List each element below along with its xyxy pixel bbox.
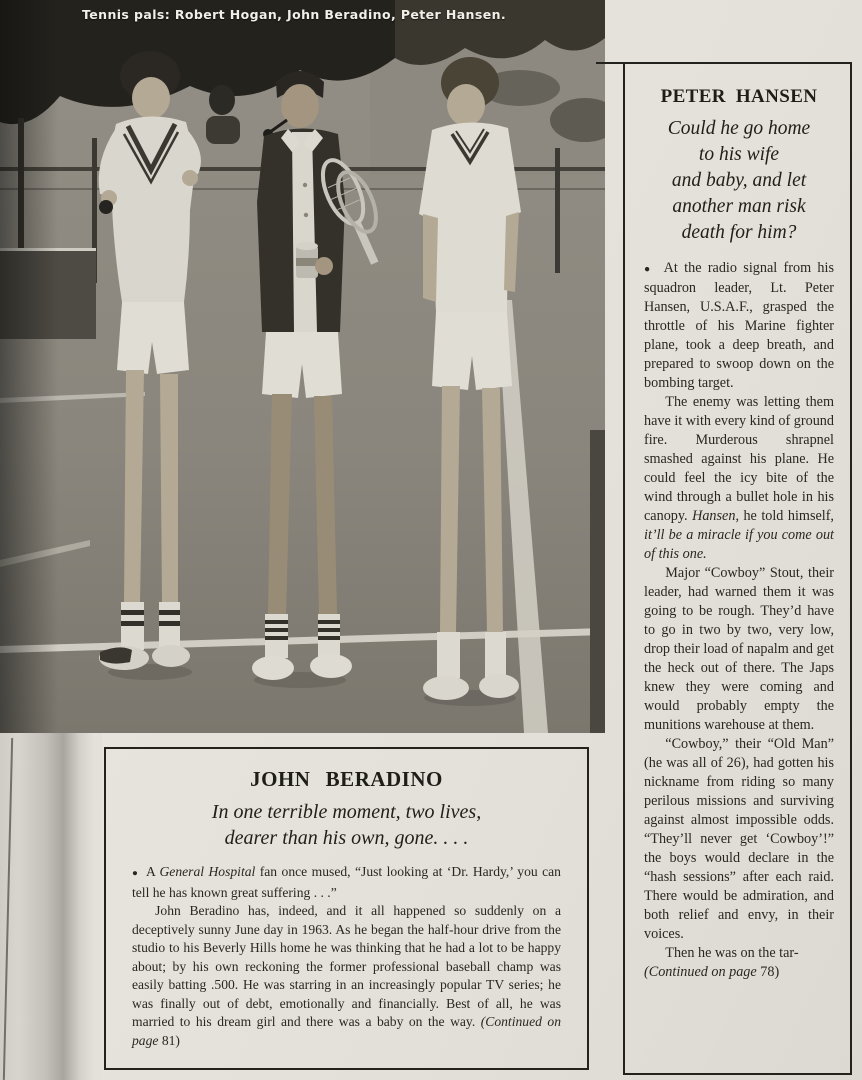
- beradino-deck: In one terrible moment, two lives, dearer than his own, gone. . . .: [211, 801, 482, 849]
- hansen-paragraph: The enemy was letting them have it with every kind of ground fire. Murderous shrapnel smashed against his plane. He could feel the icy bite of the wind through a bullet hole in his canopy. Hansen, he told himself, it’ll be a miracle if you come out of this one.: [644, 394, 834, 562]
- hansen-continued-note: (Continued on page 78): [644, 964, 780, 980]
- beradino-paragraph: ● A General Hospital fan once mused, “Just looking at ‘Dr. Hardy,’ you can tell he has known great suffering . . .”: [132, 864, 561, 900]
- photo-caption: Tennis pals: Robert Hogan, John Beradino, Peter Hansen.: [82, 7, 507, 22]
- beradino-body: [132, 863, 561, 1050]
- hansen-paragraph: Major “Cowboy” Stout, their leader, had warned them it was going to be rough. They’d have to go in two by two, very low, drop their load of napalm and get the heck out of there. The Japs knew they were coming and would probably empty the munitions warehouse at them.: [644, 565, 834, 733]
- tennis-photo: [0, 0, 605, 733]
- beradino-paragraph: John Beradino has, indeed, and it all happened so suddenly on a deceptively sunny June day in 1963. As he began the half-hour drive from the studio to his Beverly Hills home he was thinking that he had a lot to be happy about; by his own reckoning the former professional baseball champ was easily batting .500. He was starring in an increasingly popular TV series; he was finally out of debt, emotionally and financially. Best of all, he was married to his dream girl and there was a baby on the way. (Continued on page 81): [132, 903, 561, 1048]
- tennis-court-scene: [0, 0, 605, 733]
- hansen-article: [623, 62, 852, 1075]
- hansen-title: PETER HANSEN: [660, 86, 818, 107]
- tennis-net: [0, 248, 96, 339]
- hansen-deck: Could he go home to his wife and baby, and let another man risk death for him?: [667, 118, 811, 243]
- hansen-paragraph: “Cowboy,” their “Old Man” (he was all of 26), had gotten his nickname from riding so many perilous missions and surviving against almost impossible odds. “They’ll never get ‘Cowboy’!” the boys would declare in the “hash sessions” after each raid. There would be admiration, and both relief and envy, in their voices.: [644, 736, 834, 942]
- page-gutter: [0, 733, 102, 1080]
- hansen-body: [644, 259, 834, 982]
- hansen-paragraph: ● At the radio signal from his squadron leader, Lt. Peter Hansen, U.S.A.F., grasped the throttle of his Marine fighter plane, took a deep breath, and prepared to swoop down on the bombing target.: [644, 260, 834, 391]
- beradino-article: [104, 747, 589, 1070]
- hansen-paragraph: Then he was on the tar-: [665, 945, 799, 961]
- beradino-title: JOHN BERADINO: [250, 767, 443, 791]
- background-pole: [590, 430, 605, 733]
